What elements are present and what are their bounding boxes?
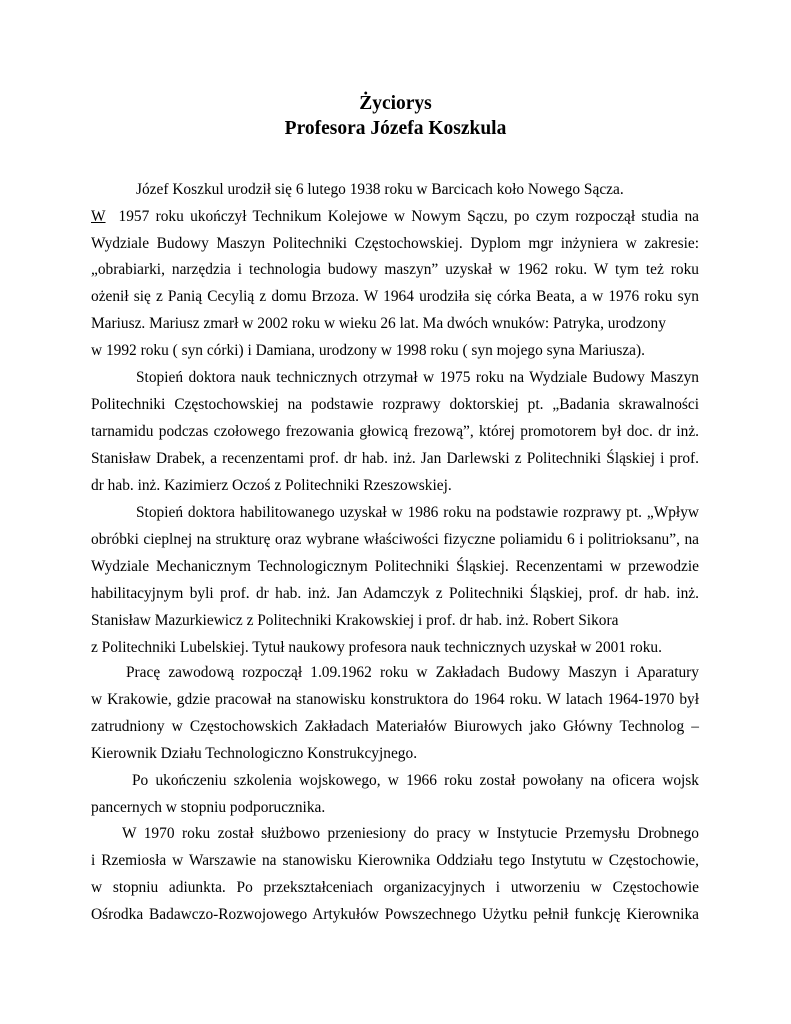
text-line: „obrabiarki, narzędzia i technologia budowy maszyn” uzyskał w 1962 roku. W tym też roku (91, 261, 699, 278)
text-line: Pracę zawodową rozpoczął 1.09.1962 roku w Zakładach Budowy Maszyn i Aparatury (126, 664, 699, 681)
text-line: w Krakowie, gdzie pracował na stanowisku konstruktora do 1964 roku. W latach 1964-1970 był (91, 691, 699, 708)
document-title: Życiorys (359, 93, 432, 114)
text-line: Józef Koszkul urodził się 6 lutego 1938 roku w Barcicach koło Nowego Sącza. (136, 181, 624, 198)
text-line: Stanisław Drabek, a recenzentami prof. dr hab. inż. Jan Darlewski z Politechniki Śląskiej i prof. (91, 450, 699, 467)
text-line: pancernych w stopniu podporucznika. (91, 799, 326, 816)
text-line: Politechniki Częstochowskiej na podstawie rozprawy doktorskiej pt. „Badania skrawalności (91, 396, 699, 413)
text-line: Stopień doktora nauk technicznych otrzymał w 1975 roku na Wydziale Budowy Maszyn (136, 369, 699, 386)
text-line: tarnamidu podczas czołowego frezowania głowicą frezową”, której promotorem był doc. dr inż. (91, 423, 699, 440)
text-line: Stanisław Mazurkiewicz z Politechniki Krakowskiej i prof. dr hab. inż. Robert Sikora (91, 612, 619, 629)
text-line: Po ukończeniu szkolenia wojskowego, w 1966 roku został powołany na oficera wojsk (132, 772, 699, 789)
text-line: z Politechniki Lubelskiej. Tytuł naukowy profesora nauk technicznych uzyskał w 2001 roku. (91, 639, 662, 656)
text-line: w 1992 roku ( syn córki) i Damiana, urodzony w 1998 roku ( syn mojego syna Mariusza). (91, 342, 645, 359)
text-line: Mariusz. Mariusz zmarł w 2002 roku w wieku 26 lat. Ma dwóch wnuków: Patryka, urodzony (91, 315, 666, 332)
document-subtitle: Profesora Józefa Koszkula (284, 118, 507, 139)
text-line: i Rzemiosła w Warszawie na stanowisku Kierownika Oddziału tego Instytutu w Częstochowie, (91, 852, 699, 869)
text-line (91, 205, 699, 229)
underlined-word: W (91, 208, 106, 225)
text-line-rest: 1957 roku ukończył Technikum Kolejowe w Nowym Sączu, po czym rozpoczął studia na (118, 208, 699, 225)
text-line: zatrudniony w Częstochowskich Zakładach Materiałów Biurowych jako Główny Technolog – (91, 718, 699, 735)
text-line: Wydziale Budowy Maszyn Politechniki Częstochowskiej. Dyplom mgr inżyniera w zakresie: (91, 235, 699, 252)
text-line: Stopień doktora habilitowanego uzyskał w 1986 roku na podstawie rozprawy pt. „Wpływ (136, 504, 699, 521)
text-line: habilitacyjnym byli prof. dr hab. inż. Jan Adamczyk z Politechniki Śląskiej, prof. dr hab. inż. (91, 585, 699, 602)
text-line: Kierownik Działu Technologiczno Konstrukcyjnego. (91, 745, 418, 762)
text-line: ożenił się z Panią Cecylią z domu Brzoza. W 1964 urodziła się córka Beata, a w 1976 roku syn (91, 288, 699, 305)
text-line: dr hab. inż. Kazimierz Oczoś z Politechniki Rzeszowskiej. (91, 477, 452, 494)
text-line: W 1970 roku został służbowo przeniesiony do pracy w Instytucie Przemysłu Drobnego (122, 825, 699, 842)
text-line: Wydziale Mechanicznym Technologicznym Politechniki Śląskiej. Recenzentami w przewodzie (91, 558, 699, 575)
text-line: Ośrodka Badawczo-Rozwojowego Artykułów Powszechnego Użytku pełnił funkcję Kierownika (91, 906, 699, 923)
text-line: obróbki cieplnej na strukturę oraz wybrane właściwości fizyczne poliamidu 6 i politrioksanu”, na (91, 531, 699, 548)
text-line: w stopniu adiunkta. Po przekształceniach organizacyjnych i utworzeniu w Częstochowie (91, 879, 699, 896)
